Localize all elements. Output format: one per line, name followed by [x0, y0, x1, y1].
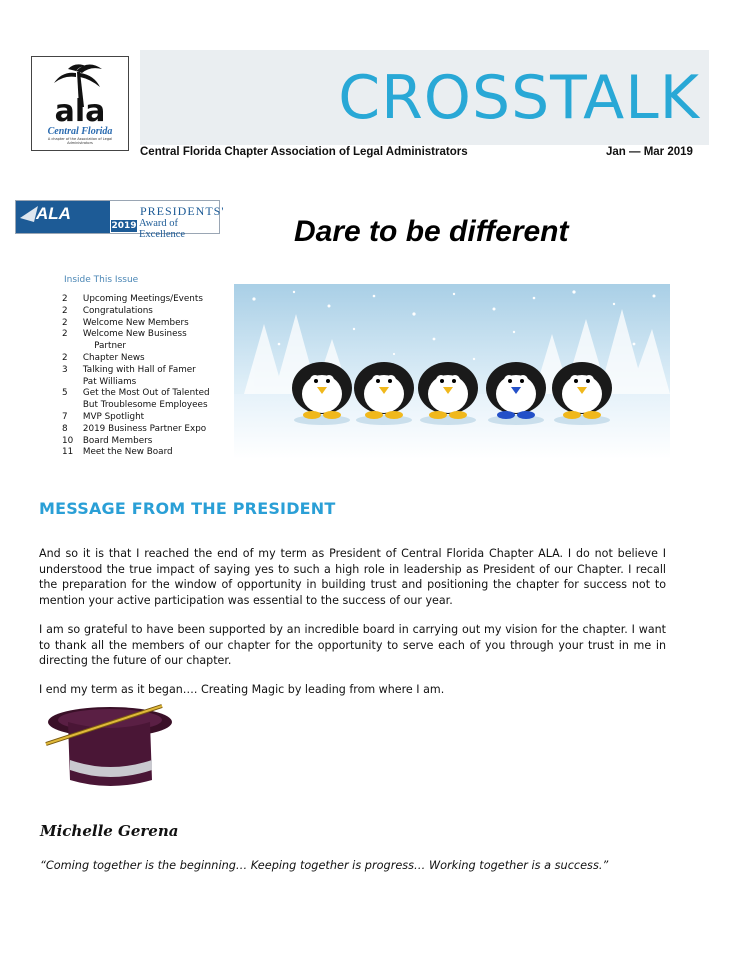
toc-item-text: Meet the New Board — [82, 447, 173, 458]
table-of-contents — [62, 294, 242, 459]
issue-date: Jan — Mar 2019 — [606, 146, 693, 158]
award-subtitle: Award of Excellence — [139, 218, 186, 240]
magic-top-hat-image — [40, 700, 180, 792]
penguins-in-snow-image — [234, 284, 670, 459]
toc-item-text: Congratulations — [82, 305, 153, 316]
message-paragraph-3: I end my term as it began…. Creating Magic by leading from where I am. — [39, 683, 445, 696]
toc-item-text: 2019 Business Partner Expo — [82, 423, 207, 434]
toc-item-text: Partner — [82, 341, 127, 352]
toc-item-text: But Troublesome Employees — [82, 400, 208, 411]
section-heading: MESSAGE FROM THE PRESIDENT — [39, 499, 336, 518]
award-badge — [15, 200, 225, 240]
toc-item — [62, 294, 242, 306]
toc-item — [62, 424, 242, 436]
message-paragraph-2: I am so grateful to have been supported by an incredible board in carrying out my vision for the chapter. I want to thank all the members of our chapter for the opportunity to serve each of you through your trust in me in directing the future of our chapter. — [39, 623, 666, 667]
toc-item-text: Upcoming Meetings/Events — [82, 294, 203, 304]
toc-page-number — [62, 341, 83, 353]
toc-page-number — [62, 400, 83, 412]
toc-item-text: Welcome New Business — [82, 329, 187, 340]
toc-page-number: 8 — [62, 423, 68, 434]
toc-item-text: Talking with Hall of Famer — [82, 364, 196, 375]
toc-item — [62, 377, 242, 389]
toc-page-number: 2 — [62, 305, 68, 316]
message-paragraph-1: And so it is that I reached the end of my term as President of Central Florida Chapter ALA. I do not believe I understood the true impact of saying yes to such a high role in leadership as President of our Chapter. I recall the preparation for the window of opportunity in building trust and positioning the chapter for success not to mention your active participation was essential to the success of our year. — [39, 547, 666, 607]
toc-page-number: 2 — [62, 294, 68, 304]
masthead-title: CROSSTALK — [338, 63, 700, 133]
logo-caption: A chapter of the Association of Legal Administrators — [47, 137, 113, 145]
toc-page-number: 11 — [62, 447, 74, 458]
toc-item-text: MVP Spotlight — [82, 411, 145, 422]
toc-item — [62, 306, 242, 318]
toc-item — [62, 329, 242, 341]
award-logo-panel — [16, 201, 110, 233]
toc-page-number: 2 — [62, 317, 68, 328]
toc-item-text: Chapter News — [82, 352, 145, 363]
toc-page-number: 7 — [62, 411, 68, 422]
toc-item-text: Get the Most Out of Talented — [82, 388, 210, 399]
award-title: PRESIDENTS' — [140, 204, 225, 218]
headline: Dare to be different — [294, 215, 569, 248]
toc-item — [62, 412, 242, 424]
organization-name: Central Florida Chapter Association of Legal Administrators — [140, 146, 468, 158]
toc-page-number: 3 — [62, 364, 68, 375]
ala-logo — [31, 56, 129, 151]
toc-item — [62, 341, 242, 353]
magic-hat-icon — [40, 700, 180, 792]
toc-item — [62, 447, 242, 459]
toc-item — [62, 365, 242, 377]
award-mark: ALA — [36, 204, 71, 223]
toc-page-number: 10 — [62, 435, 74, 446]
toc-item — [62, 388, 242, 400]
penguins-scene-icon — [234, 284, 670, 459]
toc-page-number: 2 — [62, 329, 68, 340]
toc-page-number: 5 — [62, 388, 68, 399]
toc-page-number — [62, 377, 83, 389]
toc-title: Inside This Issue — [64, 275, 139, 285]
svg-text:ala: ala — [54, 94, 106, 129]
toc-item — [62, 353, 242, 365]
toc-page-number: 2 — [62, 352, 68, 363]
toc-item — [62, 400, 242, 412]
toc-item-text: Board Members — [82, 435, 153, 446]
toc-item — [62, 436, 242, 448]
signature: Michelle Gerena — [40, 822, 179, 840]
award-year: 2019 — [111, 221, 137, 231]
toc-item-text: Pat Williams — [82, 376, 137, 387]
svg-text:Central Florida: Central Florida — [47, 126, 113, 137]
toc-item-text: Welcome New Members — [82, 317, 189, 328]
closing-quote: “Coming together is the beginning… Keeping together is progress… Working together is a success.” — [40, 859, 609, 872]
toc-item — [62, 318, 242, 330]
